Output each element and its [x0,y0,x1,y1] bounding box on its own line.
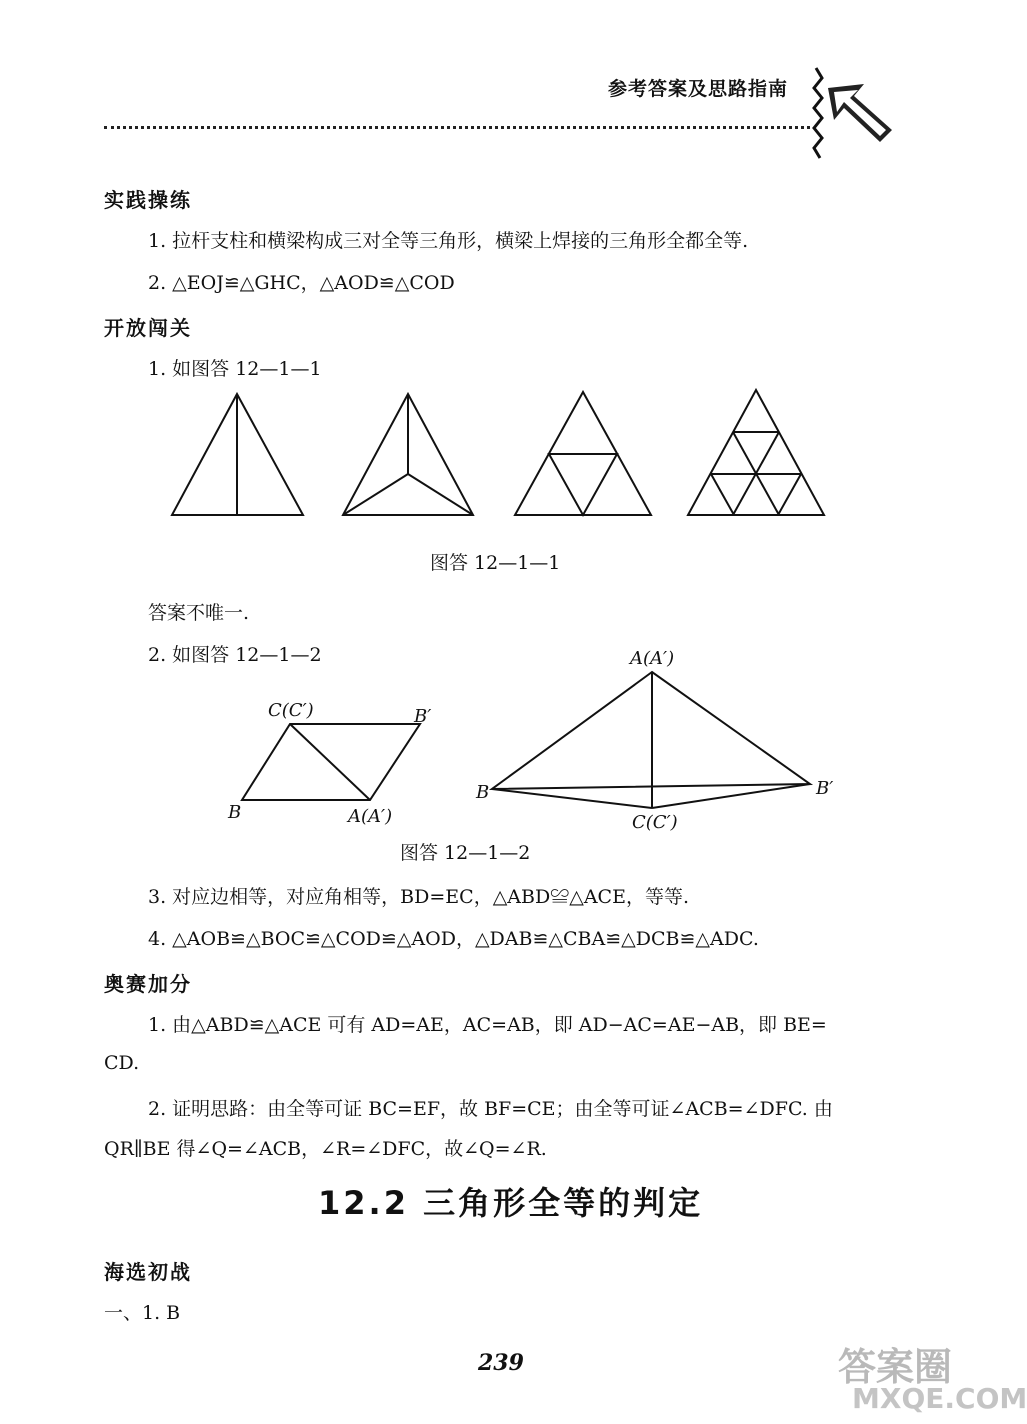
fig2-label-bprime-right: B′ [816,778,834,799]
watermark-url: MXQE.COM [852,1382,1027,1415]
chapter-title: 12.2 三角形全等的判定 [318,1184,704,1222]
fig2-label-cc-right: C(C′) [632,812,678,833]
section-open: 开放闯关 [104,316,192,340]
fig2-label-b-right: B [476,782,490,803]
arrow-icon [806,66,906,166]
fig2-label-aa-right: A(A′) [630,648,675,669]
practice-line-1: 1. 拉杆支柱和横梁构成三对全等三角形，横梁上焊接的三角形全都全等. [148,230,749,252]
section-practice: 实践操练 [104,188,192,212]
fig1-triangle-4 [688,390,824,515]
open-q1: 1. 如图答 12—1—1 [148,358,322,380]
figure-12-1-2 [220,640,840,840]
olympiad-line-4: QR∥BE 得∠Q=∠ACB，∠R=∠DFC，故∠Q=∠R. [104,1138,547,1160]
open-q4: 4. △AOB≌△BOC≌△COD≌△AOD，△DAB≌△CBA≌△DCB≌△ADC. [148,928,759,950]
olympiad-line-2: CD. [104,1052,140,1074]
header-divider [104,126,810,129]
page-number: 239 [478,1350,524,1376]
open-note: 答案不唯一. [148,602,250,624]
fig2-label-b-left: B [228,802,242,823]
olympiad-line-1: 1. 由△ABD≌△ACE 可有 AD=AE，AC=AB，即 AD−AC=AE−AB，即 BE= [148,1014,827,1036]
open-q3: 3. 对应边相等，对应角相等，BD=EC，△ABD≌△ACE，等等. [148,886,690,908]
fig2-label-aa-left: A(A′) [348,806,393,827]
figure-12-1-1 [160,388,840,526]
watermark-logo: 答案圈 [838,1345,953,1389]
fig2-caption: 图答 12—1—2 [400,842,531,864]
sea-line: 一、1. B [104,1302,181,1324]
header-title: 参考答案及思路指南 [608,78,789,100]
section-sea: 海选初战 [104,1260,192,1284]
fig2-label-cc: C(C′) [268,700,314,721]
practice-line-2: 2. △EOJ≌△GHC，△AOD≌△COD [148,272,455,294]
fig2-label-bprime: B′ [414,706,432,727]
olympiad-line-3: 2. 证明思路：由全等可证 BC=EF，故 BF=CE；由全等可证∠ACB=∠DFC. 由 [148,1098,833,1120]
open-q2: 2. 如图答 12—1—2 [148,644,322,666]
section-olympiad: 奥赛加分 [104,972,192,996]
fig1-caption: 图答 12—1—1 [430,552,561,574]
